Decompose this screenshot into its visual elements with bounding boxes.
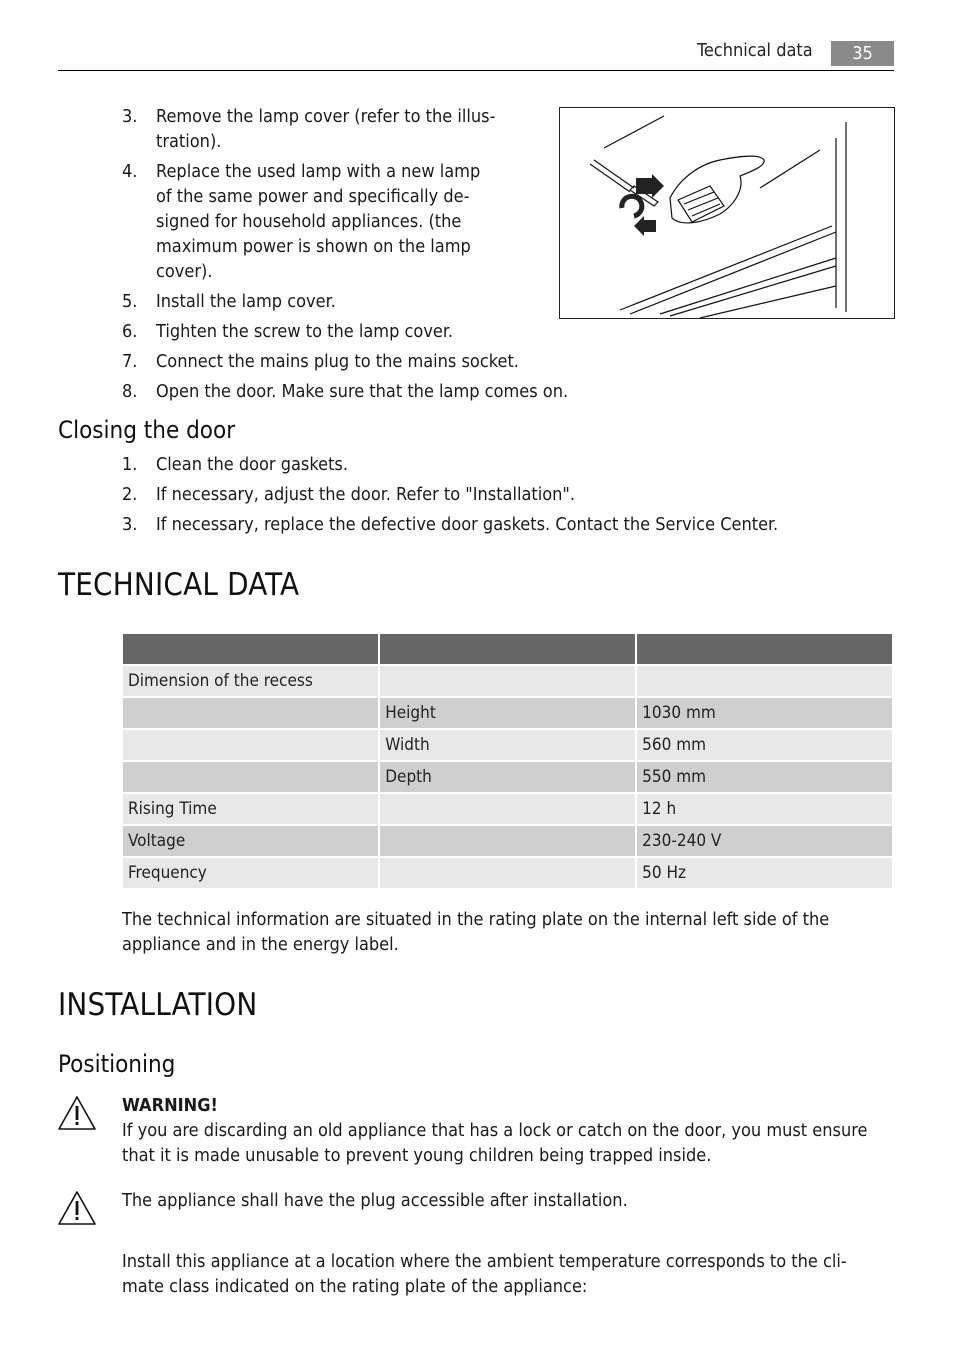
list-item: 7. Connect the mains plug to the mains socket. [122,351,519,372]
table-header-row [123,634,892,664]
table-row: Depth 550 mm [123,762,892,792]
list-item: 2. If necessary, adjust the door. Refer to "Installation". [122,484,575,505]
technical-data-note: The technical information are situated in the rating plate on the internal left side of the appliance and in the energy label. [122,909,830,955]
installation-heading: INSTALLATION [58,987,258,1023]
list-item: 4. Replace the used lamp with a new lamp of the same power and specifically de- signed for household appliances. (the maximum power is shown on the lamp cover). [122,161,481,282]
list-item: 5. Install the lamp cover. [122,291,336,312]
page-number: 35 [831,41,894,66]
lamp-steps-list [122,104,569,409]
list-item: 1. Clean the door gaskets. [122,454,348,475]
closing-door-heading: Closing the door [58,416,236,444]
closing-door-steps [122,452,882,542]
header-divider [58,70,894,71]
technical-data-heading: TECHNICAL DATA [58,567,300,603]
table-row: Height 1030 mm [123,698,892,728]
table-row: Voltage 230-240 V [123,826,892,856]
list-item: 3. If necessary, replace the defective door gaskets. Contact the Service Center. [122,514,779,535]
warning-block [122,1093,894,1168]
list-item: 3. Remove the lamp cover (refer to the illus- tration). [122,106,496,152]
warning-triangle-icon [57,1095,97,1131]
warning-text: If you are discarding an old appliance that has a lock or catch on the door, you must ensure that it is made unusable to prevent young children being trapped inside. [122,1120,868,1166]
warning-title: WARNING! [122,1095,218,1116]
caution-text: The appliance shall have the plug accessible after installation. [122,1190,628,1211]
list-item: 6. Tighten the screw to the lamp cover. [122,321,454,342]
positioning-heading: Positioning [58,1050,176,1078]
lamp-replacement-illustration [559,107,895,319]
lamp-illustration-icon [560,108,894,318]
table-row: Width 560 mm [123,730,892,760]
list-item: 8. Open the door. Make sure that the lamp comes on. [122,381,569,402]
table-row: Rising Time 12 h [123,794,892,824]
climate-class-text: Install this appliance at a location where the ambient temperature corresponds to the cli- mate class indicated on the rating plate of the appliance: [122,1251,847,1297]
technical-data-table [121,632,894,890]
caution-triangle-icon [57,1190,97,1226]
running-header-title: Technical data [697,40,813,61]
table-row: Frequency 50 Hz [123,858,892,888]
table-row: Dimension of the recess [123,666,892,696]
